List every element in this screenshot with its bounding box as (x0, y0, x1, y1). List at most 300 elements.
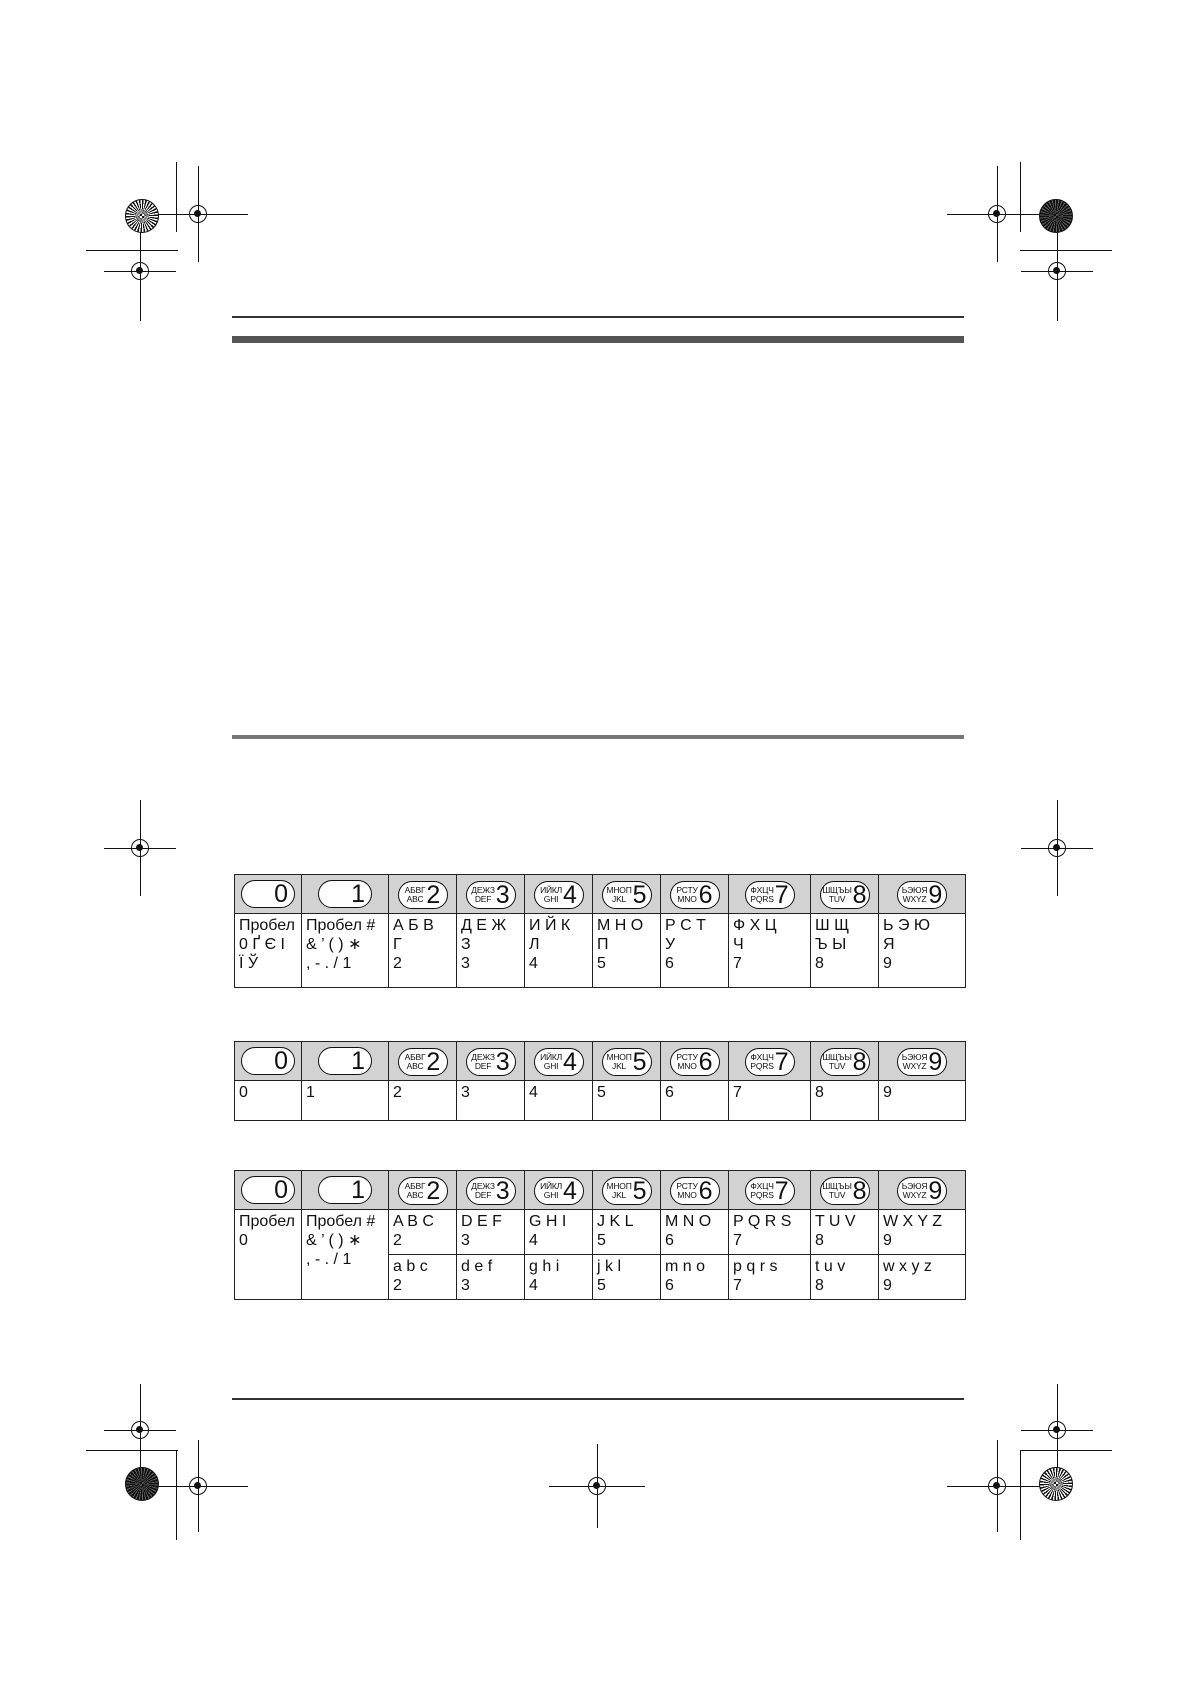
cell-text: T U V (815, 1213, 856, 1230)
key-2-icon (398, 1177, 448, 1205)
cell-text: П (597, 936, 609, 953)
cell-text: 9 (883, 1277, 892, 1294)
cell-text: ДЕЖЗ (471, 1052, 495, 1062)
key-letters (822, 1053, 851, 1071)
cell-text: a b c (393, 1258, 428, 1275)
cell-text: Пробел (239, 1213, 295, 1230)
cell-text: 8 (852, 1047, 867, 1076)
cell-text: TUV (828, 894, 846, 904)
cell-text: 7 (774, 880, 789, 909)
cell-text: 1 (351, 1175, 365, 1204)
key-4-icon (534, 1048, 584, 1076)
cell-text: MNO (677, 1061, 697, 1071)
cell-text: 0 Ґ Є І (239, 936, 285, 953)
uppercase-cell (457, 1210, 525, 1255)
key-4-icon (534, 1177, 584, 1205)
cell-text: 9 (928, 880, 943, 909)
cell-text: M N O (665, 1213, 712, 1230)
cell-text: Пробел # (306, 1213, 376, 1230)
key-cell (525, 875, 593, 914)
lowercase-cell (525, 1255, 593, 1300)
character-cell (235, 1081, 302, 1121)
cell-text: З (461, 936, 471, 953)
key-6-icon (670, 1177, 720, 1205)
cell-text: J K L (597, 1213, 634, 1230)
key-cell (661, 1171, 729, 1210)
cell-text: 9 (883, 1084, 892, 1101)
cell-text: GHI (543, 1190, 559, 1200)
cell-text: 6 (698, 1176, 713, 1205)
cell-text: TUV (828, 1061, 846, 1071)
character-cell (457, 1081, 525, 1121)
cell-text: РСТУ (676, 1181, 698, 1191)
cell-text: JKL (612, 894, 627, 904)
lowercase-cell (811, 1255, 879, 1300)
cell-text: Ш Щ (815, 917, 850, 934)
key-cell (457, 875, 525, 914)
key-letters (750, 1053, 773, 1071)
key-cell (811, 1171, 879, 1210)
key-cell (235, 1171, 302, 1210)
cell-text: 2 (393, 1277, 402, 1294)
cell-text: , - . / 1 (306, 955, 352, 972)
key-3-icon (466, 1177, 516, 1205)
key-7-icon (745, 1177, 795, 1205)
character-cell (593, 914, 661, 988)
cell-text: РСТУ (676, 885, 698, 895)
cell-text: m n o (665, 1258, 706, 1275)
cell-text: JKL (612, 1061, 627, 1071)
cell-text: D E F (461, 1213, 502, 1230)
cell-text: PQRS (750, 894, 774, 904)
key-letters (676, 886, 697, 904)
cell-text: DEF (474, 894, 492, 904)
key-9-icon (897, 1177, 947, 1205)
key-letters (902, 1053, 928, 1071)
cell-text: DEF (474, 1061, 492, 1071)
key-letters (606, 886, 631, 904)
lowercase-cell (879, 1255, 966, 1300)
character-cell (302, 914, 389, 988)
key-6-icon (670, 881, 720, 909)
cell-text: 2 (426, 1176, 441, 1205)
uppercase-cell (879, 1210, 966, 1255)
cell-text: 4 (529, 1232, 538, 1249)
cell-text: 7 (733, 955, 742, 972)
cell-text: ШЩЪЫ (822, 1052, 852, 1062)
key-cell (593, 1171, 661, 1210)
cell-text: ДЕЖЗ (471, 1181, 495, 1191)
key-cell (457, 1171, 525, 1210)
key-8-icon (820, 881, 870, 909)
cell-text: МНОП (606, 1181, 632, 1191)
cell-text: , - . / 1 (306, 1251, 352, 1268)
key-letters (902, 886, 928, 904)
cell-text: Я (883, 936, 895, 953)
character-cell (729, 914, 811, 988)
header-rule-thin (232, 316, 964, 318)
uppercase-cell (389, 1210, 457, 1255)
key-2-icon (398, 881, 448, 909)
key-row (235, 1171, 966, 1210)
cell-text: ФХЦЧ (750, 885, 774, 895)
cell-text: 9 (883, 955, 892, 972)
uppercase-cell (661, 1210, 729, 1255)
cell-text: 0 (239, 1232, 248, 1249)
key-9-icon (897, 1048, 947, 1076)
cell-text: Д Е Ж (461, 917, 507, 934)
cell-text: & ’ ( ) ∗ (306, 936, 362, 953)
cell-text: 1 (306, 1084, 315, 1101)
cell-text: 6 (665, 1084, 674, 1101)
cell-text: АБВГ (404, 1052, 426, 1062)
crop-line (1020, 250, 1112, 251)
key-cell (593, 1042, 661, 1081)
cell-text: 7 (733, 1232, 742, 1249)
key-row (235, 875, 966, 914)
character-cell (457, 914, 525, 988)
cell-text: 5 (597, 1277, 606, 1294)
crop-line (1020, 162, 1021, 232)
key-letters (822, 886, 851, 904)
key-letters (676, 1053, 697, 1071)
cell-text: WXYZ (902, 894, 927, 904)
key-0-icon (241, 1176, 295, 1204)
cell-text: ФХЦЧ (750, 1052, 774, 1062)
color-wheel-icon (125, 199, 159, 233)
cell-text: 5 (597, 1232, 606, 1249)
lowercase-cell (457, 1255, 525, 1300)
key-cell (729, 875, 811, 914)
character-cell (593, 1081, 661, 1121)
cell-text: 5 (632, 1047, 647, 1076)
key-cell (729, 1042, 811, 1081)
key-row (235, 1042, 966, 1081)
key-0-icon (241, 1047, 295, 1075)
character-cell (389, 914, 457, 988)
cell-text: G H I (529, 1213, 567, 1230)
cell-text: 4 (563, 1176, 577, 1205)
key-8-icon (820, 1048, 870, 1076)
lowercase-cell (389, 1255, 457, 1300)
key-cell (389, 1042, 457, 1081)
key-5-icon (602, 1048, 652, 1076)
cell-text: DEF (474, 1190, 492, 1200)
cell-text: Ф Х Ц (733, 917, 777, 934)
key-cell (457, 1042, 525, 1081)
cell-text: 5 (597, 955, 606, 972)
numeric-character-table (234, 1041, 966, 1121)
cell-text: ЬЭЮЯ (901, 1181, 928, 1191)
key-cell (879, 1042, 966, 1081)
numeric-characters-row (235, 1081, 966, 1121)
character-cell (879, 914, 966, 988)
key-9-icon (897, 881, 947, 909)
character-cell (661, 1081, 729, 1121)
key-letters (405, 886, 426, 904)
cell-text: 5 (597, 1084, 606, 1101)
cell-text: TUV (828, 1190, 846, 1200)
cell-text: Пробел (239, 917, 295, 934)
character-cell (235, 914, 302, 988)
cell-text: МНОП (606, 1052, 632, 1062)
character-cell (302, 1081, 389, 1121)
key-cell (302, 875, 389, 914)
latin-uppercase-row (235, 1210, 966, 1255)
key-letters (750, 886, 773, 904)
color-wheel-icon (1039, 1467, 1073, 1501)
cell-text: Ь Э Ю (883, 917, 931, 934)
cell-text: JKL (612, 1190, 627, 1200)
key-letters (540, 1182, 562, 1200)
key-letters (750, 1182, 773, 1200)
character-cell (811, 914, 879, 988)
cell-text: 4 (529, 1277, 538, 1294)
cell-text: 5 (632, 1176, 647, 1205)
color-wheel-icon (1039, 199, 1073, 233)
key-5-icon (602, 1177, 652, 1205)
cell-text: 3 (495, 1176, 510, 1205)
cell-text: j k l (597, 1258, 621, 1275)
cell-text: ABC (406, 1061, 424, 1071)
key-cell (729, 1171, 811, 1210)
cell-text: ABC (406, 1190, 424, 1200)
key-cell (593, 875, 661, 914)
cell-text: И Й К (529, 917, 571, 934)
key-5-icon (602, 881, 652, 909)
cyrillic-characters-row (235, 914, 966, 988)
key-cell (879, 875, 966, 914)
key-letters (676, 1182, 697, 1200)
key-letters (606, 1182, 631, 1200)
cell-text: ФХЦЧ (750, 1181, 774, 1191)
cell-text: Ї Ў (239, 955, 259, 972)
cell-text: 6 (665, 1232, 674, 1249)
key-cell (811, 1042, 879, 1081)
cell-text: WXYZ (902, 1190, 927, 1200)
cell-text: АБВГ (404, 1181, 426, 1191)
cell-text: d e f (461, 1258, 493, 1275)
cell-text: P Q R S (733, 1213, 792, 1230)
cell-text: WXYZ (902, 1061, 927, 1071)
key-cell (811, 875, 879, 914)
cell-text: 4 (563, 880, 577, 909)
cell-text: 2 (426, 880, 441, 909)
cell-text: 4 (563, 1047, 577, 1076)
cell-text: ABC (406, 894, 424, 904)
cell-text: 7 (733, 1277, 742, 1294)
cell-text: ЬЭЮЯ (901, 1052, 928, 1062)
cell-text: 0 (274, 1175, 288, 1204)
cell-text: РСТУ (676, 1052, 698, 1062)
cell-text: 2 (393, 1232, 402, 1249)
cell-text: Ъ Ы (815, 936, 847, 953)
cell-text: A B C (393, 1213, 434, 1230)
footer-rule (232, 1398, 964, 1400)
character-cell (661, 914, 729, 988)
key-1-icon (318, 1176, 372, 1204)
key-3-icon (466, 1048, 516, 1076)
cell-text: ШЩЪЫ (822, 1181, 852, 1191)
cell-text: Л (529, 936, 540, 953)
cell-text: w x y z (883, 1258, 932, 1275)
cell-text: 2 (393, 955, 402, 972)
key-1-icon (318, 880, 372, 908)
key-letters (471, 886, 495, 904)
cell-text: У (665, 936, 676, 953)
cell-text: 0 (274, 879, 288, 908)
cell-text: Г (393, 936, 402, 953)
cell-text: t u v (815, 1258, 846, 1275)
cell-text: 3 (495, 880, 510, 909)
cell-text: ИЙКЛ (540, 1181, 563, 1191)
cell-text: 5 (632, 880, 647, 909)
latin-character-table (234, 1170, 966, 1300)
uppercase-cell (525, 1210, 593, 1255)
uppercase-cell (729, 1210, 811, 1255)
key-letters (405, 1053, 426, 1071)
cell-text: PQRS (750, 1190, 774, 1200)
key-letters (405, 1182, 426, 1200)
key-letters (471, 1053, 495, 1071)
key-cell (661, 1042, 729, 1081)
cell-text: PQRS (750, 1061, 774, 1071)
lowercase-cell (661, 1255, 729, 1300)
cell-text: 7 (774, 1176, 789, 1205)
uppercase-cell (593, 1210, 661, 1255)
cell-text: MNO (677, 1190, 697, 1200)
cell-text: 8 (815, 1277, 824, 1294)
character-cell (235, 1210, 302, 1300)
cell-text: 1 (351, 1046, 365, 1075)
cell-text: МНОП (606, 885, 632, 895)
lowercase-cell (593, 1255, 661, 1300)
crop-line (86, 1450, 178, 1451)
key-cell (661, 875, 729, 914)
key-cell (302, 1042, 389, 1081)
key-6-icon (670, 1048, 720, 1076)
cell-text: Ч (733, 936, 744, 953)
cell-text: Пробел # (306, 917, 376, 934)
cell-text: 0 (274, 1046, 288, 1075)
character-cell (525, 1081, 593, 1121)
key-letters (902, 1182, 928, 1200)
crop-line (86, 250, 178, 251)
cell-text: 8 (815, 955, 824, 972)
cell-text: 3 (461, 1084, 470, 1101)
cell-text: 6 (665, 1277, 674, 1294)
cell-text: ДЕЖЗ (471, 885, 495, 895)
key-1-icon (318, 1047, 372, 1075)
cell-text: MNO (677, 894, 697, 904)
cell-text: ИЙКЛ (540, 885, 563, 895)
uppercase-cell (811, 1210, 879, 1255)
cell-text: 7 (774, 1047, 789, 1076)
key-cell (389, 1171, 457, 1210)
key-cell (525, 1171, 593, 1210)
cell-text: 8 (815, 1232, 824, 1249)
character-cell (879, 1081, 966, 1121)
character-cell (389, 1081, 457, 1121)
cell-text: 8 (852, 880, 867, 909)
cell-text: АБВГ (404, 885, 426, 895)
cell-text: 9 (883, 1232, 892, 1249)
cell-text: 2 (426, 1047, 441, 1076)
cell-text: 1 (351, 879, 365, 908)
cell-text: 8 (852, 1176, 867, 1205)
cell-text: 2 (393, 1084, 402, 1101)
crop-line (1020, 1450, 1021, 1540)
character-cell (525, 914, 593, 988)
key-3-icon (466, 881, 516, 909)
key-4-icon (534, 881, 584, 909)
cell-text: 4 (529, 1084, 538, 1101)
cell-text: GHI (543, 1061, 559, 1071)
cell-text: 4 (529, 955, 538, 972)
cell-text: ШЩЪЫ (822, 885, 852, 895)
key-letters (606, 1053, 631, 1071)
key-letters (822, 1182, 851, 1200)
key-cell (302, 1171, 389, 1210)
cell-text: g h i (529, 1258, 560, 1275)
key-cell (879, 1171, 966, 1210)
cell-text: 7 (733, 1084, 742, 1101)
color-wheel-icon (125, 1467, 159, 1501)
cell-text: W X Y Z (883, 1213, 942, 1230)
cyrillic-character-table (234, 874, 966, 988)
cell-text: 3 (461, 955, 470, 972)
key-letters (540, 1053, 562, 1071)
character-cell (811, 1081, 879, 1121)
cell-text: & ’ ( ) ∗ (306, 1232, 362, 1249)
cell-text: М Н О (597, 917, 644, 934)
cell-text: 6 (698, 880, 713, 909)
cell-text: 3 (495, 1047, 510, 1076)
character-cell (729, 1081, 811, 1121)
cell-text: ИЙКЛ (540, 1052, 563, 1062)
key-cell (235, 1042, 302, 1081)
key-7-icon (745, 1048, 795, 1076)
crop-line (176, 162, 177, 232)
key-8-icon (820, 1177, 870, 1205)
key-letters (540, 886, 562, 904)
crop-line (1020, 1450, 1112, 1451)
cell-text: 6 (698, 1047, 713, 1076)
section-divider-rule (232, 735, 964, 739)
cell-text: Р С Т (665, 917, 706, 934)
crop-line (176, 1450, 177, 1540)
key-7-icon (745, 881, 795, 909)
cell-text: GHI (543, 894, 559, 904)
cell-text: 0 (239, 1084, 248, 1101)
key-2-icon (398, 1048, 448, 1076)
cell-text: 3 (461, 1232, 470, 1249)
cell-text: 9 (928, 1176, 943, 1205)
key-letters (471, 1182, 495, 1200)
key-cell (389, 875, 457, 914)
cell-text: 8 (815, 1084, 824, 1101)
cell-text: А Б В (393, 917, 434, 934)
cell-text: 6 (665, 955, 674, 972)
header-rule-thick (232, 336, 964, 343)
key-0-icon (241, 880, 295, 908)
key-cell (525, 1042, 593, 1081)
key-cell (235, 875, 302, 914)
lowercase-cell (729, 1255, 811, 1300)
character-cell (302, 1210, 389, 1300)
cell-text: p q r s (733, 1258, 778, 1275)
cell-text: 3 (461, 1277, 470, 1294)
